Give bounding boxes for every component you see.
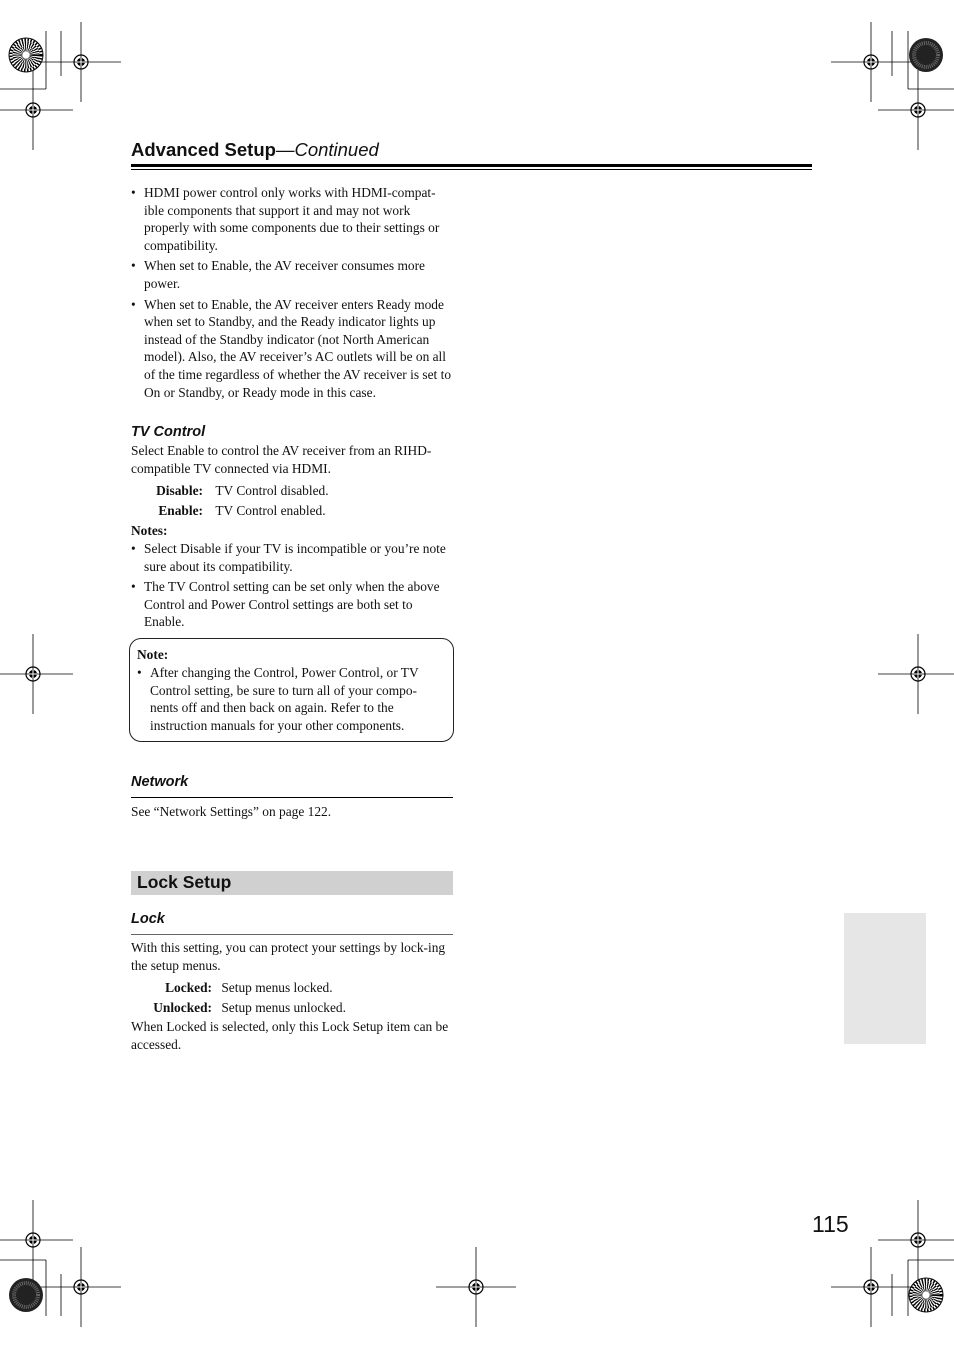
option-term: Disable: xyxy=(156,483,203,498)
option-description: Setup menus locked. xyxy=(221,980,333,995)
option-term: Unlocked: xyxy=(153,1000,212,1015)
list-item: • The TV Control setting can be set only when the above Control and Power Control settings are both set to Enable. xyxy=(131,578,454,631)
hdmi-notes-list xyxy=(131,184,454,404)
network-heading: Network xyxy=(131,774,189,790)
network-rule xyxy=(131,797,453,798)
lock-description: With this setting, you can protect your settings by lock-ing the setup menus. xyxy=(131,940,446,973)
option-term: Enable: xyxy=(158,503,203,518)
option-disable xyxy=(131,482,329,500)
lock-setup-title: Lock Setup xyxy=(137,872,232,892)
header-rule xyxy=(131,164,812,167)
list-item: • When set to Enable, the AV receiver consumes more power. xyxy=(131,257,454,292)
lock-setup-section-bar xyxy=(131,871,453,895)
side-tab xyxy=(844,913,926,1044)
network-text: See “Network Settings” on page 122. xyxy=(131,804,332,819)
option-description: TV Control disabled. xyxy=(215,483,329,498)
option-unlocked xyxy=(131,999,346,1017)
list-item: • Select Disable if your TV is incompatible or you’re note sure about its compatibility. xyxy=(131,540,454,575)
list-item: • HDMI power control only works with HDMI-compat-ible components that support it and may not work properly with some components due to their settings or compatibility. xyxy=(131,184,454,254)
note-label: Note: xyxy=(137,647,169,662)
list-item: • When set to Enable, the AV receiver enters Ready mode when set to Standby, and the Ready indicator lights up instead of the Standby indicator (not North American model). Also, the AV receiver’s AC outlets will be on all of the time regardless of whether the AV receiver is set to On or Standby, or Ready mode in this case. xyxy=(131,296,454,402)
option-locked xyxy=(131,979,333,997)
option-enable xyxy=(131,502,326,520)
tv-control-notes-list xyxy=(131,540,454,634)
page-header-title xyxy=(131,139,379,161)
option-term: Locked: xyxy=(165,980,212,995)
list-item: • After changing the Control, Power Control, or TV Control setting, be sure to turn all of your compo-nents off and then back on again. Refer to the instruction manuals for your other components. xyxy=(137,664,445,734)
tv-control-description: Select Enable to control the AV receiver from an RIHD-compatible TV connected via HDMI. xyxy=(131,443,432,476)
option-description: TV Control enabled. xyxy=(215,503,326,518)
header-title-text: Advanced Setup xyxy=(131,139,276,160)
tv-control-heading: TV Control xyxy=(131,424,206,440)
lock-heading: Lock xyxy=(131,911,165,927)
notes-label: Notes: xyxy=(131,523,168,538)
note-box-list xyxy=(137,664,445,737)
header-continued-text: —Continued xyxy=(275,139,379,160)
header-rule-thin xyxy=(131,169,812,170)
lock-footer-text: When Locked is selected, only this Lock Setup item can be accessed. xyxy=(131,1019,449,1052)
option-description: Setup menus unlocked. xyxy=(221,1000,346,1015)
page-number: 115 xyxy=(812,1211,849,1237)
lock-rule xyxy=(131,934,453,935)
